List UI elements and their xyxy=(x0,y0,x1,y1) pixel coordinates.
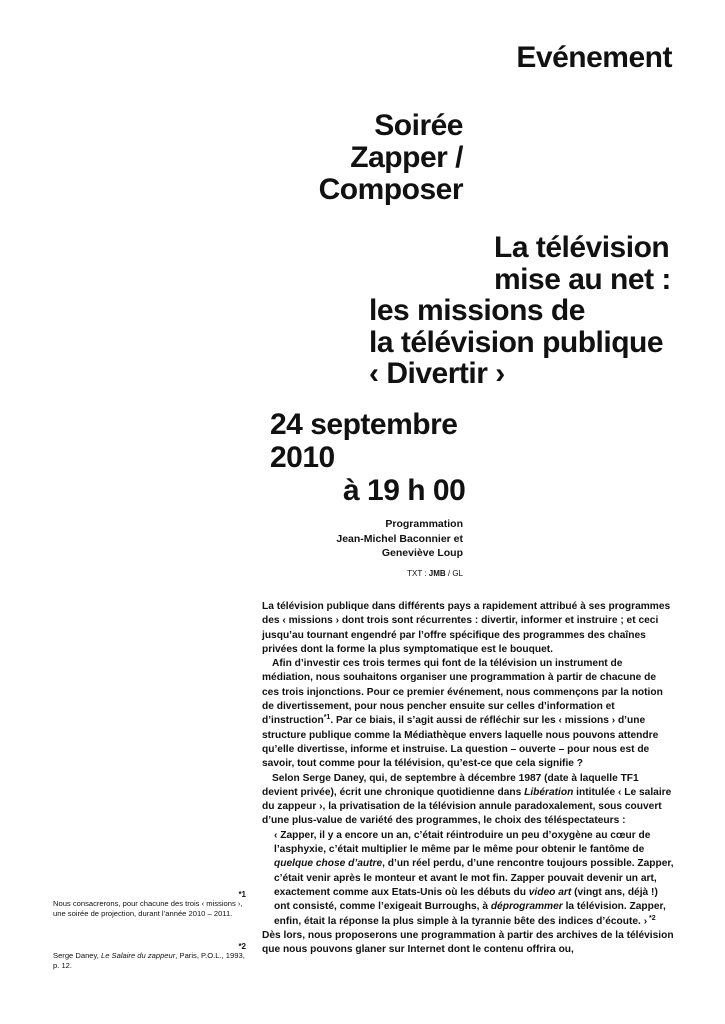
emphasis: déprogrammer xyxy=(490,901,563,913)
paragraph: Dès lors, nous proposerons une programmation à partir des archives de la télévision que nous pouvons glaner sur Internet dont le contenu offrira ou, xyxy=(262,929,674,956)
footnote-2 xyxy=(53,942,246,971)
footnote-text xyxy=(53,951,246,971)
page-category-heading: Evénement xyxy=(516,41,672,74)
credit-suffix: / GL xyxy=(445,569,463,578)
block-quote xyxy=(262,829,674,929)
credit-prefix: TXT : xyxy=(407,569,429,578)
paragraph xyxy=(262,657,674,771)
paragraph-text: . Par ce biais, il s’agit aussi de réfléchir sur les ‹ missions › d’une structure publique comme la Médiathèque envers laquelle nous pouvons attendre qu’elle divertisse, informe et instruise. La question – ouverte – pour nous est de savoir, tout comme pour la télévision, qu’est-ce que cela signifie ? xyxy=(262,715,659,770)
series-title-line: Composer xyxy=(318,173,463,206)
paragraph: La télévision publique dans différents pays a rapidement attribué à ses programmes des ‹ missions › dont trois sont récurrentes : divertir, informer et instruire ; et ceci jusqu’au tournant engendré par l’offre spécifique des programmes des chaînes privées dont la forme la plus symptomatique est le bouquet. xyxy=(262,601,671,655)
footnote-ref: *2 xyxy=(647,914,656,922)
footnote-ref: *1 xyxy=(323,714,331,722)
event-title-line: les missions de xyxy=(369,294,585,327)
event-title-line: la télévision publique xyxy=(369,325,664,359)
date-year: 2010 xyxy=(270,441,335,474)
event-time: à 19 h 00 xyxy=(343,474,466,507)
event-title-line: mise au net : xyxy=(494,262,671,296)
event-title-line: La télévision xyxy=(494,231,670,264)
footnote-author: Serge Daney, xyxy=(53,951,101,960)
text-credit xyxy=(407,569,463,579)
article-body xyxy=(262,600,674,957)
paragraph-text: Selon Serge Daney, qui, de septembre à décembre 1987 (date à laquelle TF1 devient privée), écrit une chronique quotidienne dans xyxy=(262,772,639,798)
footnote-text: Nous consacrerons, pour chacune des trois ‹ missions ›, une soirée de projection, durant l’année 2010 – 2011. xyxy=(53,899,243,919)
emphasis: quelque chose d’autre xyxy=(274,858,383,870)
series-title xyxy=(319,110,463,206)
footnote-publication: , Paris, P.O.L., 1993, p. 12. xyxy=(53,951,245,971)
emphasis: Libération xyxy=(524,786,574,798)
programmation-names: Geneviève Loup xyxy=(381,547,463,559)
footnote-1 xyxy=(53,890,246,919)
paragraph-text: intitulée ‹ Le salaire du zappeur ›, la privatisation de la télévision annule paradoxalement, sous couvert d’une plus-value de variété des programmes, le choix des téléspectateurs : xyxy=(262,786,672,827)
footnote-mark: *1 xyxy=(238,890,246,899)
programmation-credits xyxy=(336,517,463,561)
event-title xyxy=(369,232,671,390)
programmation-label: Programmation xyxy=(385,518,463,530)
quote-text: ‹ Zapper, il y a encore un an, c’était réintroduire un peu d’oxygène au cœur de l’asphyxie, c’était multiplier le même par le même pour obtenir le fantôme de xyxy=(274,829,651,856)
paragraph-text: Afin d’investir ces trois termes qui font de la télévision un instrument de médiation, nous souhaitons organiser une programmation à partir de chacune de ces trois injonctions. Pour ce premier événement, nous commençons par la notion de divertissement, pour nous pencher ensuite sur celles d’information et d’instruction xyxy=(262,658,663,727)
paragraph xyxy=(262,772,674,829)
quote-text: (vingt ans, déjà !) ont consisté, comme l’exigeait Burroughs, à xyxy=(274,886,658,913)
footnote-book-title: Le Salaire du zappeur xyxy=(100,951,176,960)
programmation-names: Jean-Michel Baconnier et xyxy=(336,532,463,545)
series-title-line: Soirée xyxy=(374,109,463,142)
event-title-line: ‹ Divertir › xyxy=(369,357,505,390)
date-day-month: 24 septembre xyxy=(270,408,458,441)
emphasis: video art xyxy=(528,886,572,898)
series-title-line: Zapper / xyxy=(350,141,463,174)
quote-text: la télévision. Zapper, enfin, était la réponse la plus simple à la tyrannie bête des indices d’écoute. › xyxy=(274,901,666,927)
quote-text: , d’un réel perdu, d’une rencontre toujours possible. Zapper, c’était venir après le monteur et avant le mot fin. Zapper pouvait devenir un art, exactement comme aux Etats-Unis où les débuts du xyxy=(274,858,674,898)
credit-author: JMB xyxy=(428,569,446,578)
footnote-mark: *2 xyxy=(238,942,246,951)
event-date xyxy=(270,408,465,507)
